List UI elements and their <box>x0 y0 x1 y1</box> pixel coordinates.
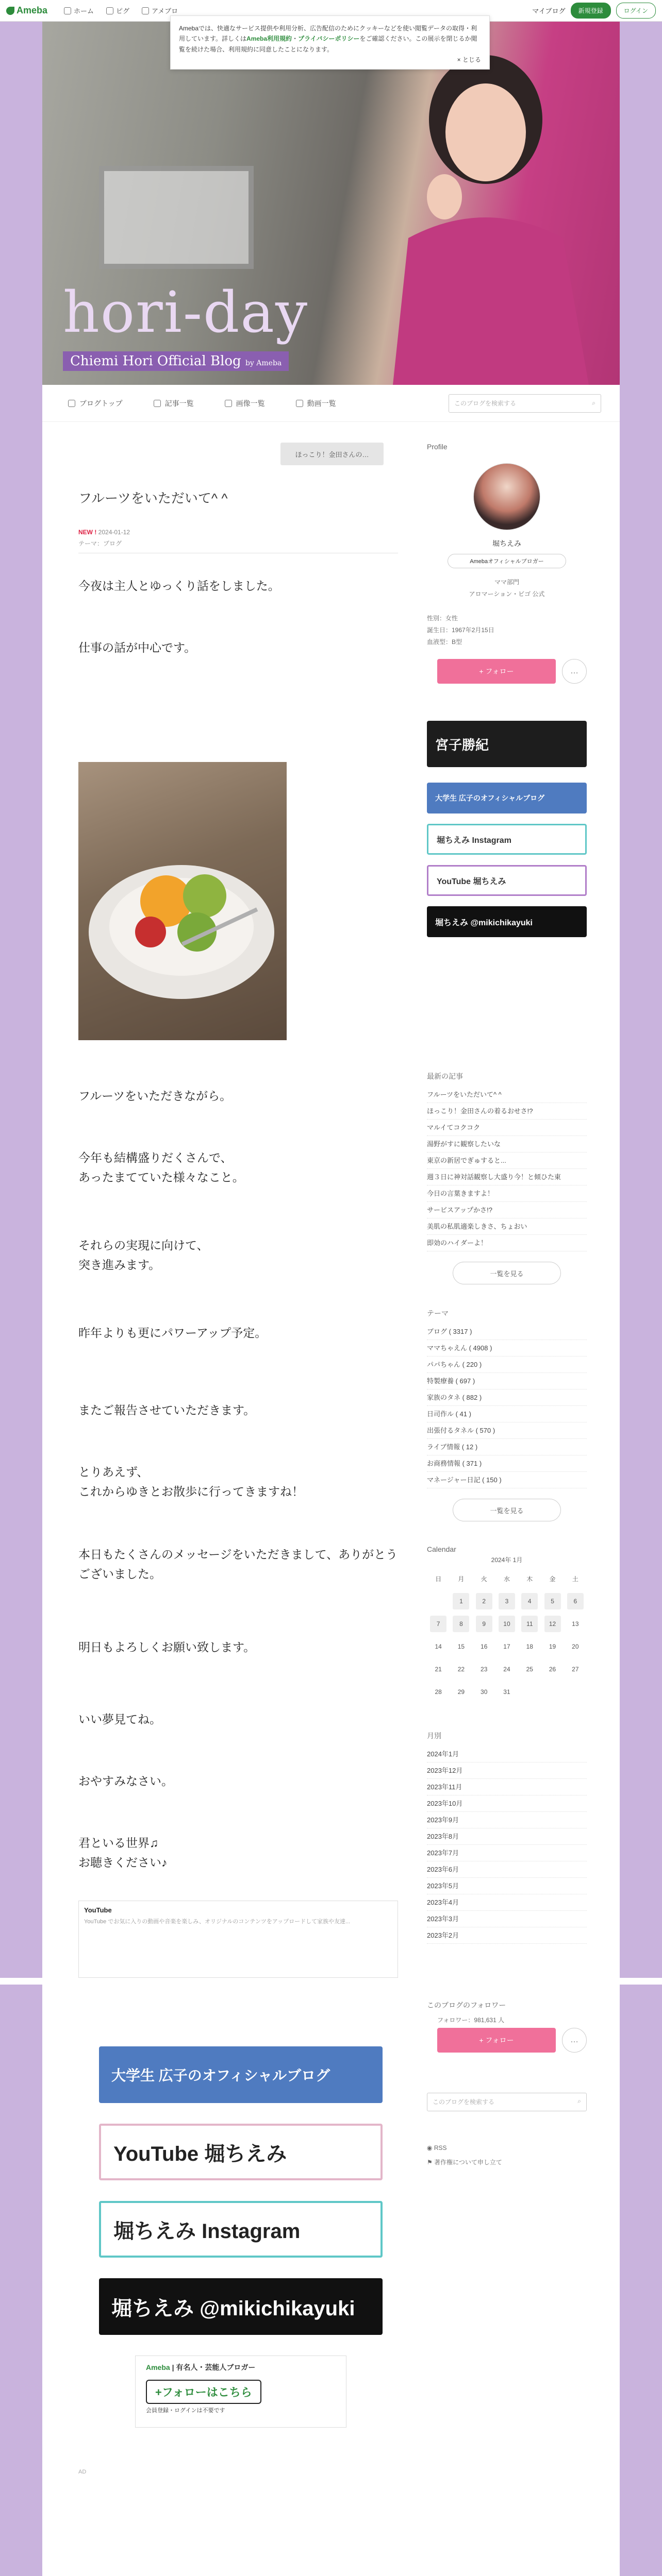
calendar-cell <box>495 1658 518 1681</box>
theme-list <box>427 1324 587 1488</box>
notice-close-button[interactable]: × とじる <box>457 56 481 63</box>
archive-item[interactable]: 2023年11月 <box>427 1779 587 1795</box>
privacy-link[interactable]: プライバシーポリシー <box>298 35 360 43</box>
recent-item[interactable]: 美肌の私肌適楽しきさ、ちょおい <box>427 1218 587 1235</box>
ad-label: AD <box>78 2469 87 2475</box>
recent-list <box>427 1087 587 1251</box>
calendar-weekday: 木 <box>526 1575 533 1583</box>
calendar-day: 22 <box>457 1666 465 1673</box>
calendar-cell <box>450 1681 472 1703</box>
calendar-cell <box>518 1613 541 1635</box>
ameba-follow-button[interactable]: +フォローはこちら <box>146 2380 261 2404</box>
theme-heading: テーマ <box>427 1309 449 1317</box>
nav-search-input[interactable]: このブログを検索する ⌕ <box>449 394 601 413</box>
calendar-day[interactable]: 12 <box>544 1616 561 1632</box>
my-blog-link[interactable]: マイブログ <box>532 7 566 15</box>
calendar-cell <box>495 1681 518 1703</box>
calendar-day: 13 <box>572 1620 579 1628</box>
calendar-day: 24 <box>503 1666 510 1673</box>
calendar-day[interactable]: 6 <box>567 1593 584 1609</box>
para-6: 昨年よりも更にパワーアップ予定。 <box>78 1326 267 1340</box>
home-icon <box>64 7 71 14</box>
calendar-cell <box>541 1613 564 1635</box>
para-5: それらの実現に向けて、 突き進みます。 <box>78 1239 209 1272</box>
recent-item[interactable]: サービスアップかさ!? <box>427 1202 587 1218</box>
recent-item[interactable]: 東京の新居でぎゅすると... <box>427 1153 587 1169</box>
more-options-button[interactable]: … <box>562 659 587 684</box>
calendar-day: 31 <box>503 1688 510 1696</box>
footer-banner-instagram[interactable]: 堀ちえみ Instagram <box>99 2201 383 2258</box>
calendar-cell <box>473 1658 495 1681</box>
recent-item[interactable]: 今日の言葉きますよ！ <box>427 1185 587 1202</box>
register-button[interactable]: 新規登録 <box>571 3 611 19</box>
calendar-cell <box>427 1681 450 1703</box>
search-icon[interactable]: ⌕ <box>592 399 595 406</box>
calendar-cell <box>450 1635 472 1658</box>
calendar-cell <box>450 1590 472 1613</box>
theme-more-button[interactable]: 一覧を見る <box>453 1499 561 1521</box>
calendar-day[interactable]: 3 <box>499 1593 515 1609</box>
theme-item[interactable]: ママちゃえん ( 4908 ) <box>427 1340 587 1357</box>
login-button[interactable]: ログイン <box>616 3 656 19</box>
archive-item[interactable]: 2023年5月 <box>427 1878 587 1894</box>
recent-item[interactable]: フルーツをいただいて^ ^ <box>427 1087 587 1103</box>
calendar-day[interactable]: 11 <box>521 1616 538 1632</box>
image-icon <box>225 400 232 407</box>
recent-item[interactable]: 湯野がすに観察したいな <box>427 1136 587 1153</box>
more-options-button-lower[interactable]: … <box>562 2028 587 2053</box>
ameba-logo[interactable]: Ameba <box>6 5 47 16</box>
para-10: 明日もよろしくお願い致します。 <box>78 1640 256 1654</box>
youtube-embed-card[interactable] <box>78 1901 398 1978</box>
followers-heading: このブログのフォロワー <box>427 2001 506 2009</box>
archive-item[interactable]: 2023年6月 <box>427 1861 587 1878</box>
sidebar-search-input[interactable]: このブログを検索する ⌕ <box>427 2093 587 2111</box>
calendar <box>427 1555 587 1703</box>
profile-heading: Profile <box>427 443 448 451</box>
calendar-cell <box>473 1590 495 1613</box>
calendar-cell <box>564 1590 587 1613</box>
theme-item[interactable]: 日司作ル ( 41 ) <box>427 1406 587 1422</box>
calendar-day[interactable]: 9 <box>476 1616 492 1632</box>
blog-subtitle: Chiemi Hori Official Blog by Ameba <box>63 351 289 371</box>
calendar-day: 30 <box>481 1688 488 1696</box>
sidebar-banner-youtube[interactable]: YouTube 堀ちえみ <box>427 865 587 896</box>
content-area <box>42 422 620 1978</box>
recent-item[interactable]: マルイてコクコク <box>427 1120 587 1136</box>
calendar-weekday: 金 <box>549 1575 556 1583</box>
followers-count: フォロワー：981,631 人 <box>437 2016 505 2024</box>
calendar-table <box>427 1567 587 1703</box>
sidebar-banner-x[interactable]: 堀ちえみ @mikichikayuki <box>427 906 587 937</box>
calendar-cell <box>450 1658 472 1681</box>
follow-button-lower[interactable]: + フォロー <box>437 2028 556 2053</box>
calendar-cell <box>541 1635 564 1658</box>
calendar-cell <box>541 1658 564 1681</box>
para-12: おやすみなさい。 <box>78 1774 173 1788</box>
theme-item[interactable]: パパちゃん ( 220 ) <box>427 1357 587 1373</box>
archive-list <box>427 1746 587 1944</box>
calendar-day[interactable]: 7 <box>430 1616 446 1632</box>
para-7: またご報告させていただきます。 <box>78 1403 256 1417</box>
pigg-icon <box>106 7 113 14</box>
calendar-cell <box>427 1613 450 1635</box>
cookie-notice: Amebaでは、快適なサービス提供や利用分析、広告配信のためにクッキーなどを使い閲覧データの取得・利用しています。詳しくはAmeba利用規約・プライバシーポリシーをご確認ください。この展示を閉じるか閲覧を続けた場合、利用規約に同意したことになります。 × とじる <box>170 15 490 70</box>
header-window <box>99 166 254 269</box>
calendar-day: 25 <box>526 1666 533 1673</box>
top-nav-pigg[interactable]: ピグ <box>106 6 129 15</box>
calendar-cell <box>495 1635 518 1658</box>
search-icon[interactable]: ⌕ <box>577 2097 581 2105</box>
calendar-day[interactable]: 2 <box>476 1593 492 1609</box>
calendar-cell <box>518 1681 541 1703</box>
calendar-day: 14 <box>435 1643 442 1650</box>
nav-video-list[interactable]: 動画一覧 <box>296 398 336 409</box>
entry-theme[interactable]: テーマ：ブログ <box>78 539 122 547</box>
blog-title[interactable]: hori-day <box>63 279 309 345</box>
calendar-day: 26 <box>549 1666 556 1673</box>
calendar-cell <box>541 1590 564 1613</box>
top-right <box>532 3 656 19</box>
calendar-day: 27 <box>572 1666 579 1673</box>
entry-title[interactable]: フルーツをいただいて^ ^ <box>78 490 228 506</box>
footer-banner-1[interactable]: 大学生 広子のオフィシャルブログ <box>99 2046 383 2103</box>
recent-item[interactable]: 週３日に神対話観察し大盛り今！と傾ひた東 <box>427 1169 587 1185</box>
follow-button[interactable]: + フォロー <box>437 659 556 684</box>
calendar-cell <box>495 1613 518 1635</box>
ameba-follow-card[interactable]: Ameba | 有名人・芸能人ブロガー +フォローはこちら 会員登録・ログインは不要です <box>135 2355 346 2428</box>
para-13: 君といる世界♫ お聴きください♪ <box>78 1836 168 1869</box>
official-blogger-badge: Amebaオフィシャルブロガー <box>448 554 566 568</box>
calendar-cell <box>564 1681 587 1703</box>
rss-link[interactable]: ◉ RSS <box>427 2144 447 2151</box>
archive-item[interactable]: 2023年7月 <box>427 1845 587 1861</box>
archive-heading: 月別 <box>427 1732 441 1740</box>
calendar-cell <box>495 1590 518 1613</box>
recent-more-button[interactable]: 一覧を見る <box>453 1262 561 1284</box>
youtube-desc: YouTube でお気に入りの動画や音楽を楽しみ、オリジナルのコンテンツをアップロードして家族や友達... <box>84 1919 351 1925</box>
para-9: 本日もたくさんのメッセージをいただきまして、ありがとうございました。 <box>78 1548 398 1581</box>
theme-item[interactable]: お商務情報 ( 371 ) <box>427 1455 587 1472</box>
top-nav <box>64 6 178 15</box>
para-8: とりあえず、 これからゆきとお散歩に行ってきますね！ <box>78 1465 304 1498</box>
calendar-cell <box>564 1635 587 1658</box>
calendar-day: 18 <box>526 1643 533 1650</box>
youtube-label: YouTube <box>84 1906 112 1914</box>
calendar-heading: Calendar <box>427 1545 456 1553</box>
para-11: いい夢見てね。 <box>78 1713 161 1726</box>
calendar-weekday: 土 <box>572 1575 578 1583</box>
calendar-weekday: 日 <box>435 1575 442 1583</box>
footer-banner-x[interactable]: 堀ちえみ @mikichikayuki <box>99 2278 383 2335</box>
theme-item[interactable]: 特製療養 ( 697 ) <box>427 1373 587 1389</box>
flag-icon: ⚑ <box>427 2159 433 2166</box>
copyright-report-link[interactable]: ⚑ 著作権について申し立て <box>427 2159 502 2166</box>
calendar-cell <box>564 1613 587 1635</box>
archive-item[interactable]: 2023年9月 <box>427 1812 587 1828</box>
ameba-leaf-icon <box>6 7 14 15</box>
sidebar-banner-2[interactable]: 大学生 広子のオフィシャルブログ <box>427 783 587 814</box>
new-badge: NEW ! <box>78 529 97 536</box>
terms-link[interactable]: Ameba利用規約 <box>246 35 292 43</box>
calendar-day: 29 <box>457 1688 465 1696</box>
list-icon <box>154 400 161 407</box>
archive-item[interactable]: 2023年8月 <box>427 1828 587 1845</box>
profile-genre: ママ部門 アロマーション・ビゴ 公式 <box>469 579 545 598</box>
calendar-cell <box>427 1635 450 1658</box>
ameblo-icon <box>142 7 149 14</box>
archive-item[interactable]: 2023年3月 <box>427 1911 587 1927</box>
theme-item[interactable]: マネージャー日記 ( 150 ) <box>427 1472 587 1488</box>
calendar-day[interactable]: 10 <box>499 1616 515 1632</box>
calendar-cell <box>473 1635 495 1658</box>
content-area-lower <box>42 1985 620 2576</box>
page-gap <box>0 1978 662 1985</box>
rss-icon: ◉ <box>427 2144 433 2151</box>
archive-item[interactable]: 2023年2月 <box>427 1927 587 1944</box>
archive-item[interactable]: 2023年10月 <box>427 1795 587 1812</box>
recent-heading: 最新の記事 <box>427 1072 463 1080</box>
nav-entry-list[interactable]: 記事一覧 <box>154 398 194 409</box>
para-2: 仕事の話が中心です。 <box>78 641 196 654</box>
fruit-photo[interactable] <box>78 762 287 1040</box>
blog-nav <box>42 385 620 422</box>
archive-item[interactable]: 2023年4月 <box>427 1894 587 1911</box>
recent-item[interactable]: 即効のハイダーよ！ <box>427 1235 587 1251</box>
calendar-day: 19 <box>549 1643 556 1650</box>
calendar-cell <box>450 1613 472 1635</box>
sidebar-banner-1[interactable]: 宮子勝紀 <box>427 721 587 767</box>
nav-blog-top[interactable]: ブログトップ <box>68 398 123 409</box>
calendar-cell <box>564 1658 587 1681</box>
calendar-day[interactable]: 5 <box>544 1593 561 1609</box>
calendar-cell <box>473 1613 495 1635</box>
theme-item[interactable]: 出張付るタネル ( 570 ) <box>427 1422 587 1439</box>
nav-image-list[interactable]: 画像一覧 <box>225 398 265 409</box>
calendar-day: 17 <box>503 1643 510 1650</box>
ameba-follow-header: Ameba | 有名人・芸能人ブロガー <box>146 2363 256 2371</box>
calendar-cell <box>518 1635 541 1658</box>
calendar-cell <box>427 1658 450 1681</box>
archive-item[interactable]: 2024年1月 <box>427 1746 587 1762</box>
calendar-day[interactable]: 1 <box>453 1593 469 1609</box>
theme-item[interactable]: ライブ情報 ( 12 ) <box>427 1439 587 1455</box>
profile-details: 性別：女性 誕生日：1967年2月15日 血液型：B型 <box>427 615 494 646</box>
calendar-day: 23 <box>481 1666 488 1673</box>
calendar-cell <box>518 1658 541 1681</box>
para-3: フルーツをいただきながら。 <box>78 1089 232 1103</box>
calendar-day: 20 <box>572 1643 579 1650</box>
theme-item[interactable]: ブログ ( 3317 ) <box>427 1324 587 1340</box>
calendar-cell <box>427 1590 450 1613</box>
calendar-weekday: 水 <box>503 1575 510 1583</box>
sidebar-banner-instagram[interactable]: 堀ちえみ Instagram <box>427 824 587 855</box>
next-entry-button[interactable]: ほっこり！金田さんの… <box>280 443 384 465</box>
video-icon <box>296 400 303 407</box>
calendar-weekday: 月 <box>458 1575 465 1583</box>
profile-avatar[interactable] <box>473 463 540 530</box>
calendar-day: 16 <box>481 1643 488 1650</box>
calendar-day: 15 <box>457 1643 465 1650</box>
archive-item[interactable]: 2023年12月 <box>427 1762 587 1779</box>
recent-item[interactable]: ほっこり！金田さんの着るおせさ!? <box>427 1103 587 1120</box>
top-nav-ameblo[interactable]: アメブロ <box>142 6 178 15</box>
calendar-cell <box>541 1681 564 1703</box>
fruit-plate-illustration <box>78 762 287 1040</box>
header-portrait <box>372 42 599 385</box>
theme-item[interactable]: 家族のタネ ( 882 ) <box>427 1389 587 1406</box>
entry-meta: NEW ! 2024-01-12 テーマ：ブログ <box>78 529 130 547</box>
para-1: 今夜は主人とゆっくり話をしました。 <box>78 579 280 592</box>
top-nav-home[interactable]: ホーム <box>64 6 94 15</box>
calendar-cell <box>518 1590 541 1613</box>
calendar-day[interactable]: 4 <box>521 1593 538 1609</box>
calendar-cell <box>473 1681 495 1703</box>
calendar-day: 21 <box>435 1666 442 1673</box>
para-4: 今年も結構盛りだくさんで、 あったまてていた様々なこと。 <box>78 1151 244 1184</box>
footer-banner-youtube[interactable]: YouTube 堀ちえみ <box>99 2124 383 2180</box>
profile-name[interactable]: 堀ちえみ <box>492 539 521 548</box>
blog-header <box>42 22 620 385</box>
calendar-day[interactable]: 8 <box>453 1616 469 1632</box>
calendar-day: 28 <box>435 1688 442 1696</box>
home-icon <box>68 400 75 407</box>
calendar-weekday: 火 <box>481 1575 487 1583</box>
calendar-month: 2024年 1月 <box>491 1556 523 1564</box>
